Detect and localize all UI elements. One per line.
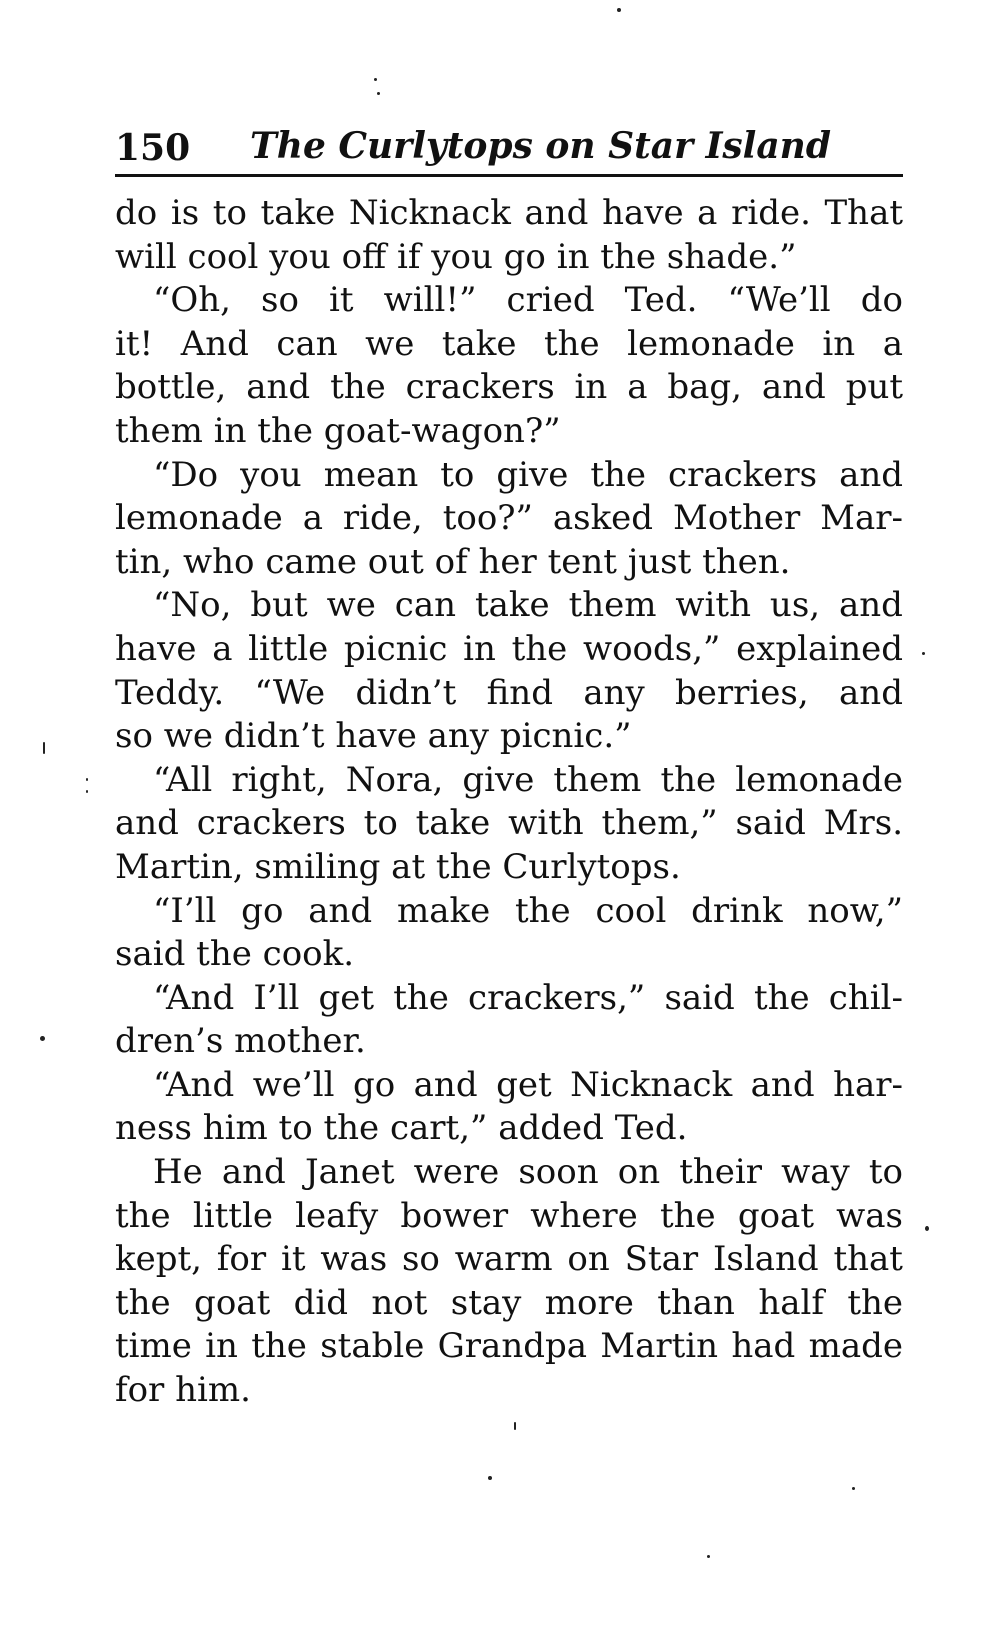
text-line: the goat did not stay more than half the (115, 1282, 904, 1323)
text-line: “Oh, so it will!” cried Ted. “We’ll do (153, 280, 903, 321)
scan-speck (925, 1226, 929, 1231)
book-title: The Curlytops on Star Island (250, 125, 832, 167)
scan-speck (40, 1036, 45, 1041)
scan-speck (617, 8, 621, 12)
text-line: it! And can we take the lemonade in a (115, 323, 903, 364)
text-line: “Do you mean to give the crackers and (153, 454, 904, 495)
scan-speck (86, 778, 88, 781)
text-line: do is to take Nicknack and have a ride. That (115, 193, 904, 233)
page-number: 150 (115, 127, 191, 169)
text-line: kept, for it was so warm on Star Island that (115, 1239, 903, 1280)
text-line: Teddy. “We didn’t find any berries, and (115, 672, 903, 713)
text-line: time in the stable Grandpa Martin had made (115, 1326, 903, 1367)
scan-speck (922, 652, 925, 655)
text-line: Martin, smiling at the Curlytops. (115, 846, 681, 887)
text-line: ness him to the cart,” added Ted. (115, 1108, 688, 1149)
text-line: “All right, Nora, give them the lemonade (153, 759, 903, 800)
scan-speck (852, 1487, 855, 1490)
text-line: lemonade a ride, too?” asked Mother Mar- (115, 498, 903, 539)
scan-speck (488, 1476, 492, 1480)
text-line: so we didn’t have any picnic.” (115, 716, 632, 757)
text-line: them in the goat-wagon?” (115, 410, 561, 451)
text-line: said the cook. (115, 934, 355, 975)
scan-speck (86, 790, 88, 793)
text-line: the little leafy bower where the goat was (115, 1195, 903, 1236)
text-line: have a little picnic in the woods,” explained (115, 628, 903, 669)
scan-speck (374, 78, 377, 81)
text-line: for him. (115, 1370, 251, 1411)
body-text (115, 192, 903, 1413)
scan-speck (377, 92, 380, 95)
text-line: He and Janet were soon on their way to (153, 1152, 903, 1193)
running-head (115, 124, 903, 177)
scan-speck (43, 742, 45, 754)
text-line: “And I’ll get the crackers,” said the chil- (153, 977, 903, 1018)
text-line: and crackers to take with them,” said Mrs. (115, 803, 904, 844)
scan-speck (514, 1422, 516, 1430)
scan-speck (707, 1555, 710, 1558)
text-line: “No, but we can take them with us, and (153, 585, 903, 626)
text-line: bottle, and the crackers in a bag, and put (115, 367, 904, 408)
text-line: dren’s mother. (115, 1021, 366, 1062)
text-line: “I’ll go and make the cool drink now,” (153, 890, 903, 931)
text-line: tin, who came out of her tent just then. (115, 541, 791, 582)
text-line: will cool you off if you go in the shade.” (115, 236, 797, 277)
text-line: “And we’ll go and get Nicknack and har- (153, 1064, 903, 1105)
